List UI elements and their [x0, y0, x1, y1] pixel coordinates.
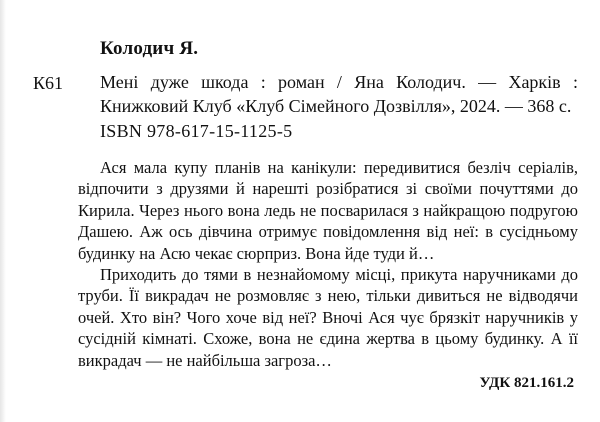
- call-number: К61: [33, 73, 64, 93]
- annotation: [78, 157, 578, 371]
- annotation-paragraph: Приходить до тями в незнайомому місці, прикута наручниками до труби. Її викрадач не розмовляє з нею, тільки дивиться не відводячи очей. Хто він? Чого хоче від неї? Вночі Ася чує брязкіт наручників у сусідній кімнаті. Схоже, вона не єдина жертва в цьому будинку. А її викрадач — не найбільша загроза…: [78, 265, 578, 370]
- bibliographic-description: Мені дуже шкода : роман / Яна Колодич. — Харків : Книжковий Клуб «Клуб Сімейного Дозвілля», 2024. — 368 с.: [100, 72, 578, 116]
- isbn: ISBN 978-617-15-1125-5: [100, 121, 293, 141]
- annotation-paragraph: Ася мала купу планів на канікули: передивитися безліч серіалів, відпочити з друзями й нарешті розібратися зі своїми почуттями до Кирила. Через нього вона ледь не посварилася з найкращою подругою Дашею. Аж ось дівчина отримує повідомлення від неї: в сусідньому будинку на Асю чекає сюрприз. Вона йде туди й…: [78, 158, 578, 263]
- udc-code: УДК 821.161.2: [479, 375, 574, 391]
- page-edge-shadow: [0, 0, 6, 422]
- author-heading: Колодич Я.: [100, 38, 199, 59]
